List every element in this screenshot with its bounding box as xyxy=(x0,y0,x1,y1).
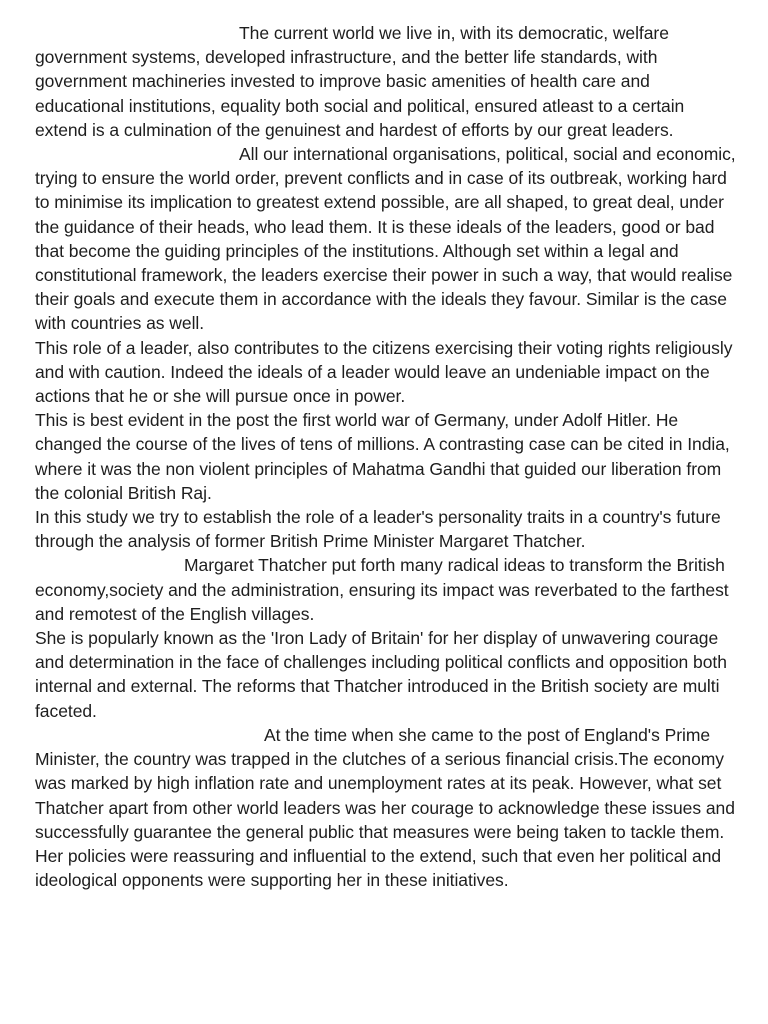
paragraph-intro: The current world we live in, with its democratic, welfare government systems, developed infrastructure, and the better life standards, with government machineries invested to improve basic amenities of health care and educational institutions, equality both social and political, ensured atleast to a certain extend is a culmination of the genuinest and hardest of efforts by our great leaders. xyxy=(35,23,685,140)
paragraph-study-aim: In this study we try to establish the role of a leader's personality traits in a country's future through the analysis of former British Prime Minister Margaret Thatcher. xyxy=(35,507,721,552)
paragraph-iron-lady: She is popularly known as the 'Iron Lady of Britain' for her display of unwavering courage and determination in the face of challenges including political conflicts and opposition both internal and external. The reforms that Thatcher introduced in the British society are multi faceted. xyxy=(35,628,727,721)
paragraph-organisations: All our international organisations, political, social and economic, trying to ensure the world order, prevent conflicts and in case of its outbreak, working hard to minimise its implication to greatest extend possible, are all shaped, to great deal, under the guidance of their heads, who lead them. It is these ideals of the leaders, good or bad that become the guiding principles of the institutions. Although set within a legal and constitutional framework, the leaders exercise their power in such a way, that would realise their goals and execute them in accordance with the ideals they favour. Similar is the case with countries as well. xyxy=(35,144,736,334)
paragraph-financial-crisis: At the time when she came to the post of England's Prime Minister, the country was trapped in the clutches of a serious financial crisis.The economy was marked by high inflation rate and unemployment rates at its peak. However, what set Thatcher apart from other world leaders was her courage to acknowledge these issues and successfully guarantee the general public that measures were being taken to tackle them. xyxy=(35,724,735,842)
paragraph-leader-role: This role of a leader, also contributes to the citizens exercising their voting rights religiously and with caution. Indeed the ideals of a leader would leave an undeniable impact on the actions that he or she will pursue once in power. xyxy=(35,337,733,407)
paragraph-thatcher-ideas: Margaret Thatcher put forth many radical ideas to transform the British economy,society and the administration, ensuring its impact was reverbated to the farthest and remotest of the English villages. xyxy=(35,555,729,624)
paragraph-policies: Her policies were reassuring and influential to the extend, such that even her political and ideological opponents were supporting her in these initiatives. xyxy=(35,845,722,891)
paragraph-examples: This is best evident in the post the first world war of Germany, under Adolf Hitler. He changed the course of the lives of tens of millions. A contrasting case can be cited in India, where it was the non violent principles of Mahatma Gandhi that guided our liberation from the colonial British Raj. xyxy=(35,410,730,503)
